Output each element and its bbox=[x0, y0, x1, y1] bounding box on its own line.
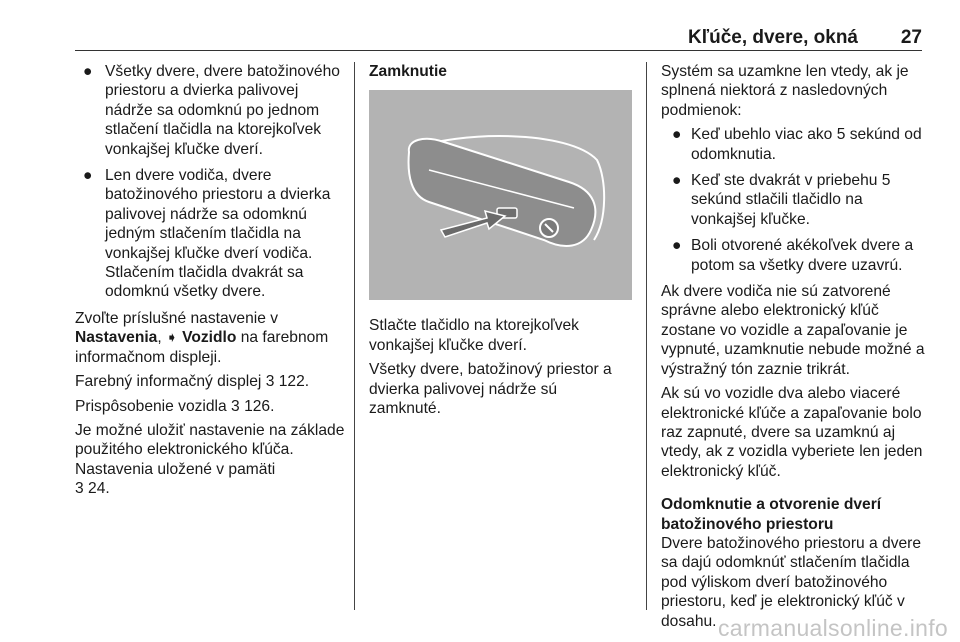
list-item-text: Všetky dvere, dvere batožinového priestoru a dvierka palivovej nádrže sa odomknú po jednom stlačení tlačidla na ktorejkoľvek vonkajšej kľučke dverí. bbox=[105, 63, 340, 158]
list-item bbox=[75, 62, 345, 159]
page-ref-icon: 3 bbox=[75, 480, 84, 498]
page-ref[interactable]: 24. bbox=[88, 480, 110, 498]
paragraph bbox=[75, 421, 345, 499]
column-1 bbox=[75, 62, 345, 504]
paragraph: Všetky dvere, batožinový priestor a dvierka palivovej nádrže sú zamknuté. bbox=[369, 361, 612, 418]
paragraph: Systém sa uzamkne len vtedy, ak je splnená niektorá z nasledovných podmienok: bbox=[661, 63, 909, 119]
text: Prispôsobenie vozidla bbox=[75, 397, 232, 415]
bullet-icon: ● bbox=[83, 63, 93, 80]
paragraph: Stlačte tlačidlo na ktorejkoľvek vonkajšej kľučke dverí. bbox=[369, 317, 579, 354]
list-item bbox=[661, 236, 927, 275]
page-ref-icon: 3 bbox=[231, 397, 240, 415]
page-title: Kľúče, dvere, okná bbox=[688, 27, 858, 48]
list-item bbox=[75, 166, 345, 302]
door-handle-illustration bbox=[369, 90, 632, 300]
text: Farebný informačný displej bbox=[75, 373, 266, 391]
vehicle-label: Vozidlo bbox=[182, 329, 237, 347]
separator: , bbox=[157, 329, 167, 347]
list-item-text: Boli otvorené akékoľvek dvere a potom sa všetky dvere uzavrú. bbox=[691, 237, 914, 274]
page-ref-icon: 3 bbox=[265, 373, 275, 391]
bullet-icon: ● bbox=[83, 167, 93, 185]
text: Je možné uložiť nastavenie na základe použitého elektronického kľúča. Nastavenia uložené v pamäti bbox=[75, 421, 345, 478]
door-handle-figure bbox=[369, 90, 632, 300]
bullet-icon: ● bbox=[672, 172, 682, 190]
page-ref[interactable]: 122. bbox=[278, 373, 310, 391]
list-item bbox=[661, 125, 927, 164]
arrow-icon: ➧ bbox=[166, 329, 178, 346]
list-item-text: Keď ste dvakrát v priebehu 5 sekúnd stlačili tlačidlo na vonkajšej kľučke. bbox=[691, 172, 891, 228]
bullet-icon: ● bbox=[672, 126, 682, 144]
section-title: Zamknutie bbox=[369, 63, 447, 80]
watermark: carmanualsonline.info bbox=[717, 614, 948, 641]
bullet-icon: ● bbox=[672, 237, 682, 255]
page-ref[interactable]: 126. bbox=[244, 397, 275, 415]
paragraph: Ak dvere vodiča nie sú zatvorené správne alebo elektronický kľúč zostane vo vozidle a zapaľovanie je vypnuté, uzamknutie nebude možné a výstražný tón zaznie trikrát. bbox=[661, 283, 925, 378]
subheading: Odomknutie a otvorenie dverí batožinového priestoru bbox=[661, 496, 882, 533]
settings-label: Nastavenia bbox=[75, 329, 158, 347]
paragraph bbox=[75, 309, 345, 367]
paragraph bbox=[75, 397, 345, 416]
bullet-list bbox=[661, 125, 927, 275]
column-2 bbox=[369, 62, 633, 423]
page-header bbox=[75, 22, 922, 51]
list-item-text: Len dvere vodiča, dvere batožinového priestoru a dvierka palivovej nádrže sa odomknú jedným stlačením tlačidla na vonkajšej kľučke dverí vodiča. Stlačením tlačidla dvakrát sa odomknú všetky dvere. bbox=[105, 167, 331, 301]
paragraph: Dvere batožinového priestoru a dvere sa dajú odomknúť stlačením tlačidla pod výliskom dverí batožinového priestoru, keď je elektronický kľúč v dosahu. bbox=[661, 534, 922, 630]
column-3 bbox=[661, 62, 927, 636]
text: Zvoľte príslušné nastavenie v bbox=[75, 309, 279, 327]
column-divider bbox=[646, 62, 647, 610]
list-item bbox=[661, 171, 927, 229]
paragraph: Ak sú vo vozidle dva alebo viaceré elektronické kľúče a zapaľovanie bolo raz zapnuté, dvere sa uzamknú aj vtedy, ak z vozidla vyberiete len jeden elektronický kľúč. bbox=[661, 385, 923, 480]
list-item-text: Keď ubehlo viac ako 5 sekúnd od odomknutia. bbox=[691, 126, 922, 163]
bullet-list bbox=[75, 62, 345, 302]
column-divider bbox=[354, 62, 355, 610]
text: na farebnom informačnom displeji. bbox=[75, 329, 329, 366]
paragraph bbox=[75, 372, 345, 391]
page-number: 27 bbox=[900, 27, 922, 48]
